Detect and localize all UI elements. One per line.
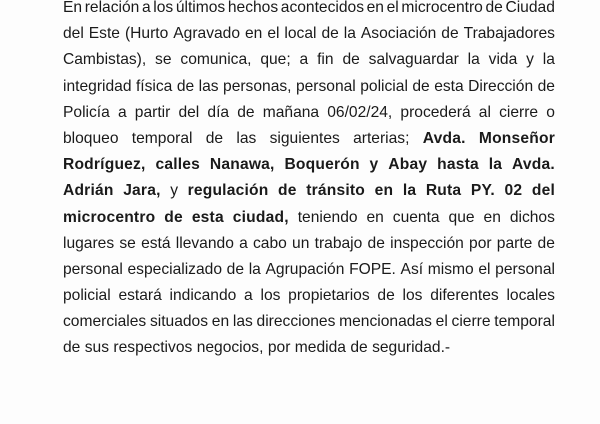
word: estará — [118, 287, 162, 305]
word: de — [350, 339, 368, 357]
bold-word: tránsito — [306, 182, 366, 200]
word: de — [237, 103, 255, 121]
word: Este — [88, 25, 120, 43]
word: los — [153, 0, 174, 16]
word: que; — [260, 51, 291, 69]
word: respectivos — [113, 339, 193, 357]
text-line — [63, 0, 555, 21]
word: de — [412, 77, 430, 95]
text-line — [63, 231, 555, 257]
word: Agravado — [173, 25, 241, 43]
word: diferentes — [430, 287, 499, 305]
bold-word: de — [278, 182, 297, 200]
word: Dirección — [468, 77, 534, 95]
word: y — [526, 51, 534, 69]
word: a — [244, 287, 253, 305]
text-line — [63, 335, 555, 361]
word: dichos — [509, 208, 555, 226]
word: la — [343, 25, 356, 43]
text-line — [63, 178, 555, 204]
document-body-paragraph — [63, 0, 555, 362]
word: En — [63, 0, 83, 16]
word: personas, — [223, 77, 292, 95]
bold-word: hasta — [437, 156, 479, 174]
word: temporal — [131, 129, 193, 147]
bold-word: PY. — [470, 182, 495, 200]
word: Trabajadores — [463, 25, 555, 43]
word: teniendo — [297, 208, 358, 226]
word: en — [244, 25, 263, 43]
bold-word: Monseñor — [478, 129, 555, 147]
word: temporal — [494, 313, 555, 331]
bold-word: Nanawa, — [209, 156, 275, 174]
word: por — [469, 234, 492, 252]
word: cuenta — [392, 208, 440, 226]
bold-word: Avda. — [422, 129, 466, 147]
bold-word: Boquerón — [284, 156, 360, 174]
bold-word: microcentro — [63, 208, 156, 226]
word: las — [232, 313, 253, 331]
bold-word: Avda. — [512, 156, 555, 174]
word: bloqueo — [63, 129, 119, 147]
word: salvaguardar — [368, 51, 459, 69]
word: el — [386, 0, 399, 16]
word: parte — [496, 234, 533, 252]
text-line — [63, 309, 555, 335]
bold-word: de — [164, 208, 183, 226]
word: de — [342, 51, 360, 69]
word: de — [367, 234, 385, 252]
word: propietarios — [288, 287, 370, 305]
word: del — [178, 103, 200, 121]
word: está — [141, 234, 171, 252]
word: se — [119, 234, 136, 252]
word: la — [248, 260, 261, 278]
bold-word: la — [488, 156, 503, 174]
word: el — [267, 25, 280, 43]
bold-word: y — [369, 156, 379, 174]
word: el — [478, 260, 491, 278]
bold-word: Rodríguez, — [63, 156, 146, 174]
text-line — [63, 100, 555, 126]
word: microcentro — [401, 0, 483, 16]
word: cierre — [451, 313, 491, 331]
word: especializado — [127, 260, 222, 278]
word: últimos — [175, 0, 226, 16]
word: mañana — [262, 103, 320, 121]
word: de — [63, 339, 81, 357]
text-line — [63, 21, 555, 47]
word: llevando — [175, 234, 234, 252]
word: las — [236, 129, 257, 147]
word: partir — [134, 103, 171, 121]
word: situados — [149, 313, 209, 331]
text-line — [63, 205, 555, 231]
word: cierre — [499, 103, 539, 121]
word: se — [155, 51, 172, 69]
bold-word: regulación — [187, 182, 269, 200]
word: de — [485, 0, 503, 16]
word: por — [267, 339, 291, 357]
word: fin — [317, 51, 334, 69]
word: lugares — [63, 234, 115, 252]
word: en — [366, 0, 384, 16]
word: la — [542, 51, 555, 69]
word: en — [211, 313, 230, 331]
word: los — [402, 287, 423, 305]
word: a — [299, 51, 309, 69]
word: las — [198, 77, 219, 95]
word: medida — [294, 339, 346, 357]
word: de — [377, 287, 395, 305]
word: a — [117, 103, 127, 121]
word: Así — [400, 260, 424, 278]
word: en — [366, 208, 384, 226]
word: inspección — [390, 234, 464, 252]
word: Agrupación — [265, 260, 345, 278]
word: personal — [295, 77, 356, 95]
word: local — [284, 25, 317, 43]
word: seguridad.- — [372, 339, 451, 357]
bold-word: Jara, — [123, 182, 161, 200]
word: trabajo — [314, 234, 363, 252]
word: personal — [495, 260, 555, 278]
word: comerciales — [63, 313, 147, 331]
bold-word: la — [402, 182, 417, 200]
text-line — [63, 126, 555, 152]
word: relación — [84, 0, 140, 16]
bold-word: calles — [155, 156, 201, 174]
bold-word: Ruta — [425, 182, 462, 200]
word: negocios, — [196, 339, 264, 357]
text-line — [63, 47, 555, 73]
word: indicando — [169, 287, 237, 305]
word: FOPE. — [349, 260, 396, 278]
word: siguientes — [269, 129, 340, 147]
word: Cambistas), — [63, 51, 147, 69]
word: y — [170, 182, 178, 200]
word: 06/02/24, — [327, 103, 393, 121]
word: (Hurto — [124, 25, 169, 43]
word: esta — [434, 77, 464, 95]
word: procederá — [400, 103, 471, 121]
word: o — [546, 103, 555, 121]
word: de — [321, 25, 339, 43]
word: de — [537, 77, 555, 95]
word: comunica, — [180, 51, 252, 69]
word: locales — [506, 287, 555, 305]
word: al — [478, 103, 491, 121]
bold-word: esta — [191, 208, 224, 226]
word: del — [63, 25, 84, 43]
word: Policía — [63, 103, 110, 121]
word: integridad — [63, 77, 132, 95]
word: vida — [488, 51, 518, 69]
word: física — [135, 77, 173, 95]
word: el — [435, 313, 448, 331]
word: la — [467, 51, 480, 69]
word: día — [207, 103, 230, 121]
word: policial — [360, 77, 408, 95]
word: Ciudad — [505, 0, 555, 16]
word: mencionadas — [339, 313, 432, 331]
bold-word: en — [374, 182, 394, 200]
word: que — [448, 208, 475, 226]
word: personal — [63, 260, 123, 278]
word: acontecidos — [280, 0, 364, 16]
word: sus — [84, 339, 110, 357]
word: arterias; — [353, 129, 410, 147]
word: de — [205, 129, 224, 147]
word: de — [537, 234, 555, 252]
word: de — [176, 77, 195, 95]
text-line — [63, 257, 555, 283]
word: hechos — [227, 0, 279, 16]
word: a — [239, 234, 248, 252]
bold-word: Adrián — [63, 182, 114, 200]
bold-word: ciudad, — [232, 208, 289, 226]
word: direcciones — [256, 313, 336, 331]
word: a — [141, 0, 151, 16]
bold-word: 02 — [504, 182, 523, 200]
word: policial — [63, 287, 111, 305]
word: cabo — [253, 234, 287, 252]
word: de — [441, 25, 459, 43]
word: un — [292, 234, 310, 252]
word: de — [226, 260, 245, 278]
word: en — [483, 208, 501, 226]
bold-word: del — [531, 182, 555, 200]
word: Asociación — [360, 25, 437, 43]
text-line — [63, 283, 555, 309]
text-line — [63, 74, 555, 100]
word: los — [260, 287, 281, 305]
text-line — [63, 152, 555, 178]
bold-word: Abay — [388, 156, 428, 174]
word: mismo — [427, 260, 474, 278]
